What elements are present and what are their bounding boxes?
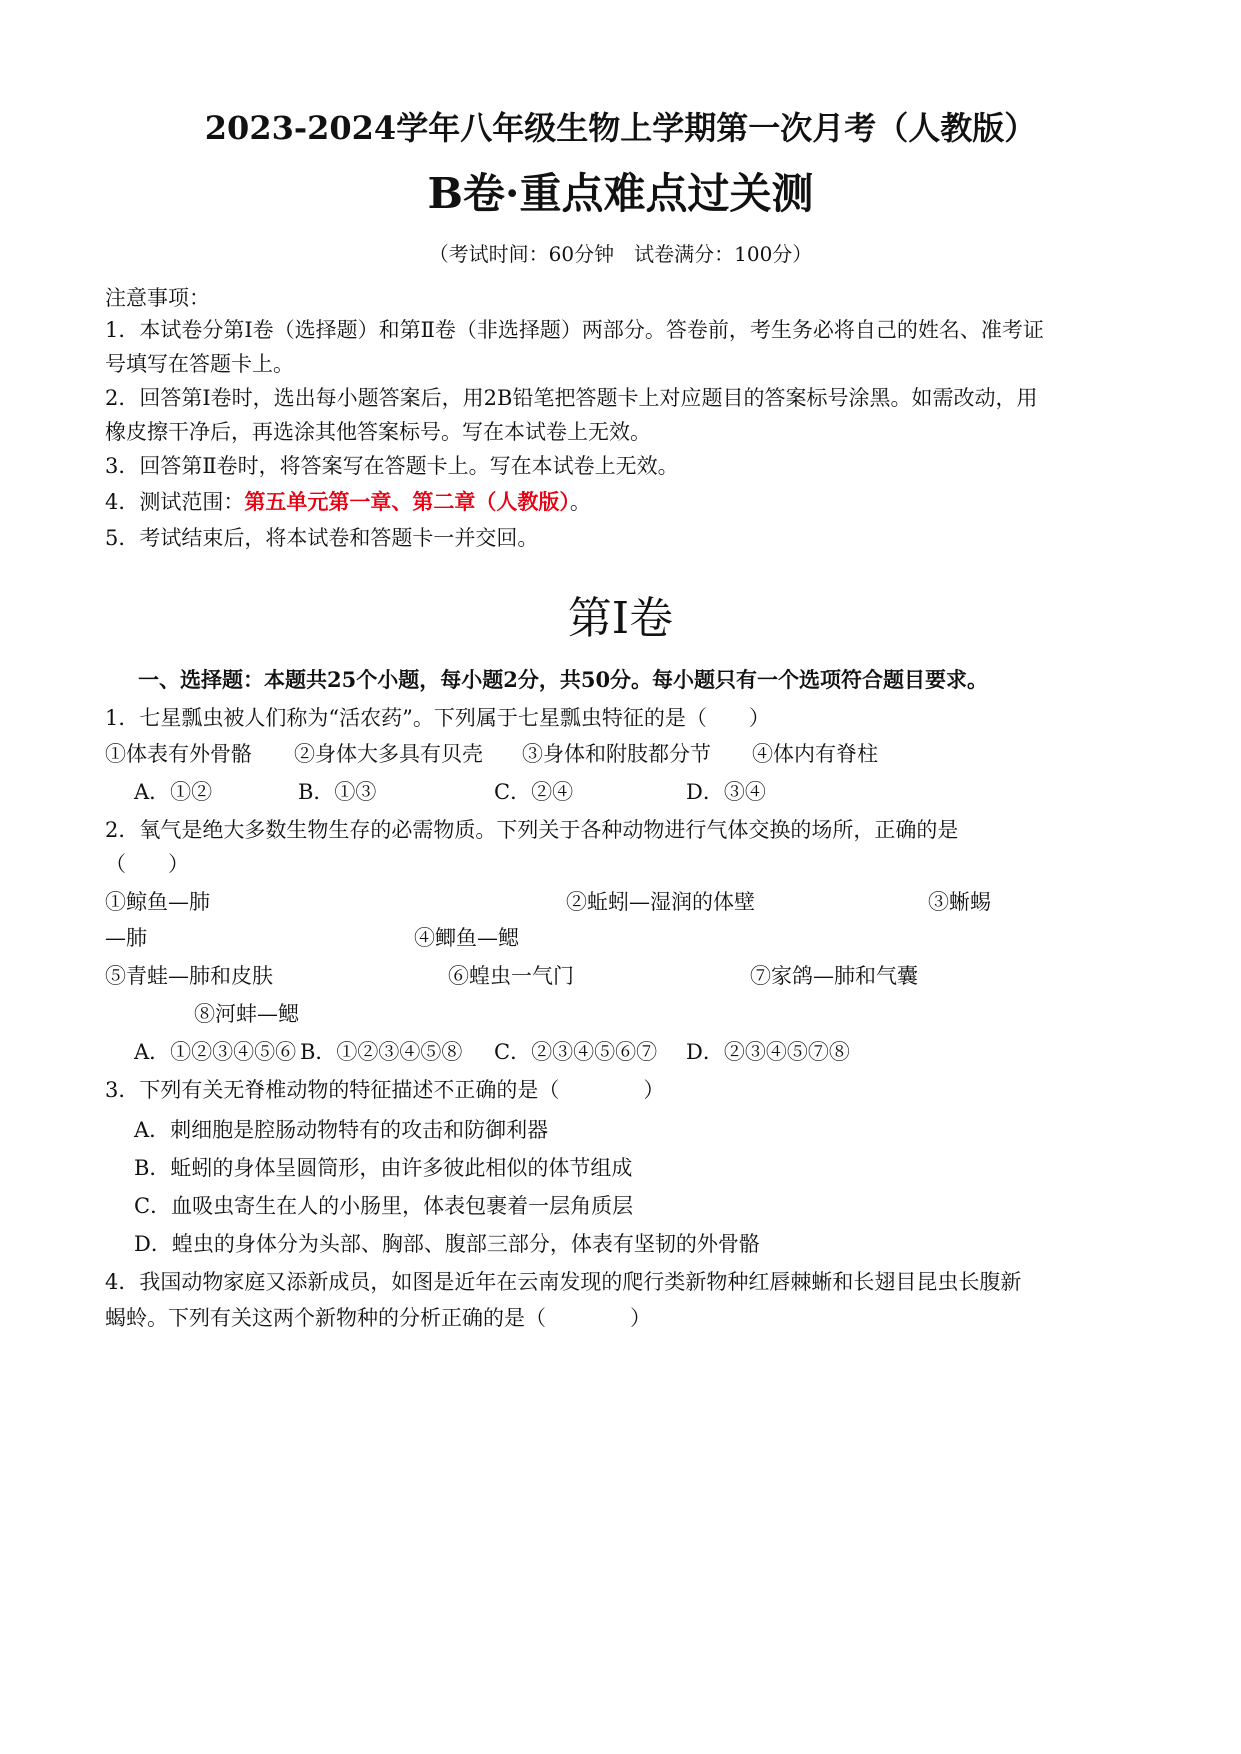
q1-stem: 1．七星瓢虫被人们称为“活农药”。下列属于七星瓢虫特征的是（ ） (105, 706, 770, 730)
note-2-line-1: 2．回答第Ⅰ卷时，选出每小题答案后，用2B铅笔把答题卡上对应题目的答案标号涂黑。如需改动，用 (105, 386, 1038, 410)
q2-statement-1: ①鲸鱼—肺 (105, 890, 210, 914)
q2-statement-2: ②蚯蚓—湿润的体壁 (566, 890, 755, 914)
q1-option-a: A．①② (134, 780, 213, 804)
q1-option-c: C．②④ (494, 780, 574, 804)
q2-stem: 2．氧气是绝大多数生物生存的必需物质。下列关于各种动物进行气体交换的场所，正确的是 (105, 818, 959, 842)
q2-statement-3a: ③蜥蜴 (928, 890, 991, 914)
section-title: 第Ⅰ卷 (567, 593, 674, 644)
notes-heading: 注意事项： (105, 286, 210, 310)
note-1-line-2: 号填写在答题卡上。 (105, 352, 294, 376)
q2-statement-3b: —肺 (105, 926, 147, 950)
note-4-test-scope: 第五单元第一章、第二章（人教版） (244, 489, 570, 514)
q1-statement-3: ③身体和附肢都分节 (522, 742, 711, 766)
exam-title: 2023-2024学年八年级生物上学期第一次月考（人教版） (204, 109, 1037, 147)
q2-statement-4: ④鲫鱼—鳃 (414, 926, 519, 950)
q1-option-d: D．③④ (686, 780, 766, 804)
q2-answer-paren: （ ） (105, 852, 189, 876)
q1-statement-1: ①体表有外骨骼 (105, 742, 252, 766)
note-4-prefix: 4．测试范围： (105, 490, 245, 514)
note-5: 5．考试结束后，将本试卷和答题卡一并交回。 (105, 526, 539, 550)
q1-option-b: B．①③ (298, 780, 377, 804)
q1-statement-4: ④体内有脊柱 (752, 742, 878, 766)
q4-stem-line-1: 4．我国动物家庭又添新成员，如图是近年在云南发现的爬行类新物种红唇棘蜥和长翅目昆虫长腹新 (105, 1270, 1022, 1294)
q3-option-b: B．蚯蚓的身体呈圆筒形，由许多彼此相似的体节组成 (134, 1156, 633, 1180)
q3-option-a: A．刺细胞是腔肠动物特有的攻击和防御利器 (134, 1118, 549, 1142)
q3-option-d: D．蝗虫的身体分为头部、胸部、腹部三部分，体表有坚韧的外骨骼 (134, 1232, 760, 1256)
q2-option-d: D．②③④⑤⑦⑧ (686, 1040, 850, 1064)
q3-stem: 3．下列有关无脊椎动物的特征描述不正确的是（ ） (105, 1078, 665, 1102)
q2-statement-8: ⑧河蚌—鳃 (194, 1002, 299, 1026)
q2-option-a: A．①②③④⑤⑥ (134, 1040, 297, 1064)
q4-stem-line-2: 蝎蛉。下列有关这两个新物种的分析正确的是（ ） (105, 1306, 651, 1330)
section-instruction: 一、选择题：本题共25个小题，每小题2分，共50分。每小题只有一个选项符合题目要求。 (138, 667, 989, 692)
q1-statement-2: ②身体大多具有贝壳 (294, 742, 483, 766)
note-1-line-1: 1．本试卷分第Ⅰ卷（选择题）和第Ⅱ卷（非选择题）两部分。答卷前，考生务必将自己的姓名、准考证 (105, 318, 1044, 342)
q2-option-c: C．②③④⑤⑥⑦ (494, 1040, 658, 1064)
note-3: 3．回答第Ⅱ卷时，将答案写在答题卡上。写在本试卷上无效。 (105, 454, 679, 478)
exam-info: （考试时间：60分钟 试卷满分：100分） (428, 242, 813, 266)
note-4-suffix: 。 (569, 490, 591, 514)
note-4 (105, 488, 591, 516)
q2-option-b: B．①②③④⑤⑧ (300, 1040, 463, 1064)
q2-statement-7: ⑦家鸽—肺和气囊 (750, 964, 918, 988)
q3-option-c: C．血吸虫寄生在人的小肠里，体表包裹着一层角质层 (134, 1194, 634, 1218)
q2-statement-6: ⑥蝗虫一气门 (448, 964, 574, 988)
note-2-line-2: 橡皮擦干净后，再选涂其他答案标号。写在本试卷上无效。 (105, 420, 651, 444)
q2-statement-5: ⑤青蛙—肺和皮肤 (105, 964, 273, 988)
exam-subtitle: B卷·重点难点过关测 (427, 169, 814, 218)
